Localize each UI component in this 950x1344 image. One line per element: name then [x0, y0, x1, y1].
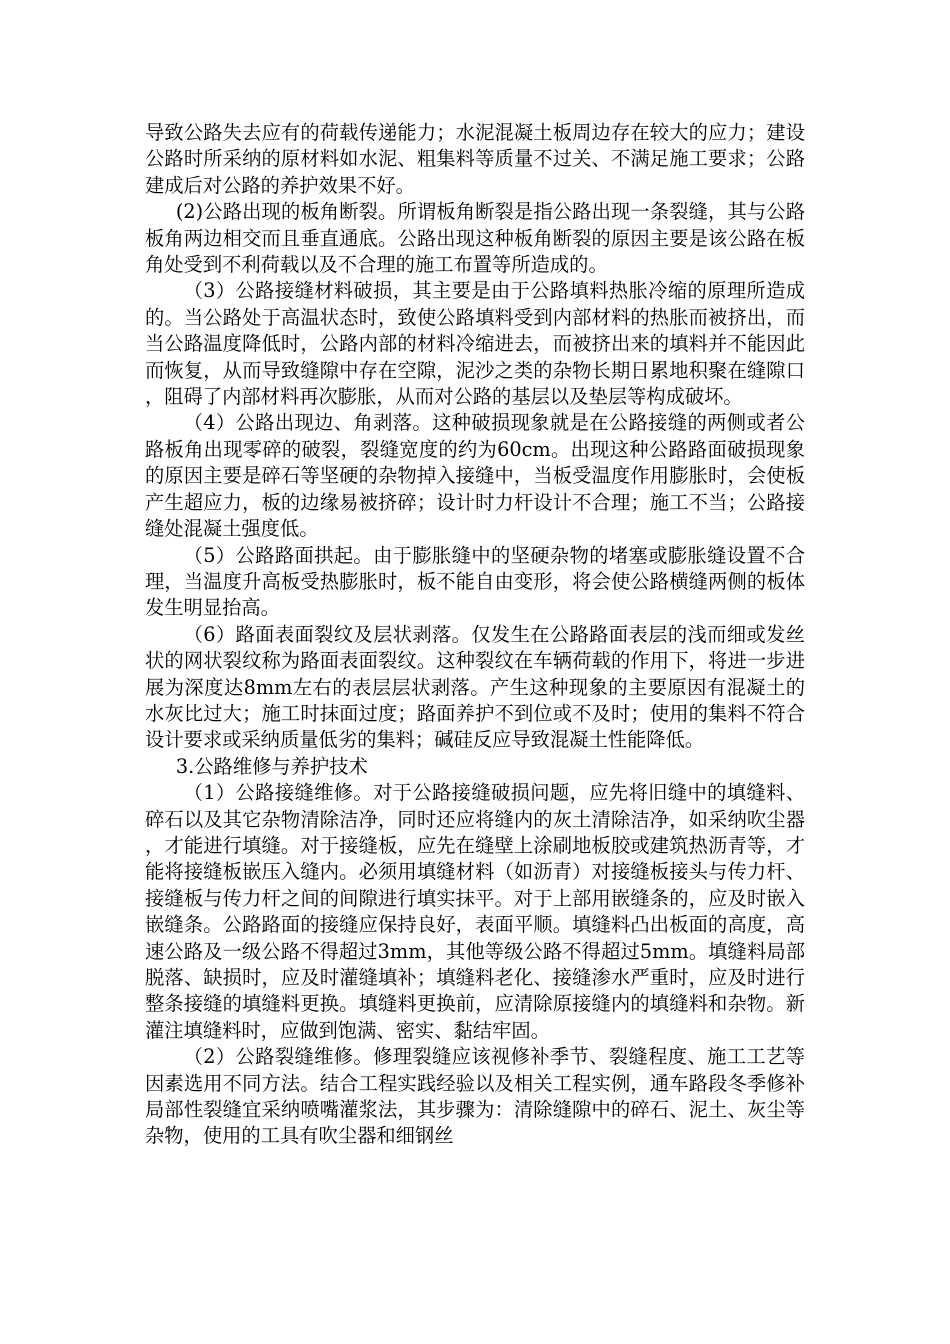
paragraph-joint-repair: （1）公路接缝维修。对于公路接缝破损问题，应先将旧缝中的填缝料、碎石以及其它杂物清除洁净，同时还应将缝内的灰土清除洁净，如采纳吹尘器，才能进行填缝。对于接缝板，应先在缝壁上涂刷地板胶或建筑热沥青等，才能将接缝板嵌压入缝内。必须用填缝材料（如沥青）对接缝板接头与传力杆、接缝板与传力杆之间的间隙进行填实抹平。对于上部用嵌缝条的，应及时嵌入嵌缝条。公路路面的接缝应保持良好，表面平顺。填缝料凸出板面的高度，高速公路及一级公路不得超过3mm，其他等级公路不得超过5mm。填缝料局部脱落、缺损时，应及时灌缝填补；填缝料老化、接缝渗水严重时，应及时进行整条接缝的填缝料更换。填缝料更换前，应清除原接缝内的填缝料和杂物。新灌注填缝料时，应做到饱满、密实、黏结牢固。	[145, 781, 805, 1042]
paragraph-2-corner-break: (2)公路出现的板角断裂。所谓板角断裂是指公路出现一条裂缝，其与公路板角两边相交而且垂直通底。公路出现这种板角断裂的原因主要是该公路在板角处受到不利荷载以及不合理的施工布置等所造成的。	[145, 200, 805, 277]
document-page	[145, 120, 805, 1150]
paragraph-5-pavement-blowup: （5）公路路面拱起。由于膨胀缝中的坚硬杂物的堵塞或膨胀缝设置不合理，当温度升高板受热膨胀时，板不能自由变形，将会使公路横缝两侧的板体发生明显抬高。	[145, 543, 805, 620]
paragraph-continuation: 导致公路失去应有的荷载传递能力；水泥混凝土板周边存在较大的应力；建设公路时所采纳的原材料如水泥、粗集料等质量不过关、不满足施工要求；公路建成后对公路的养护效果不好。	[145, 121, 805, 197]
paragraph-4-edge-spalling: （4）公路出现边、角剥落。这种破损现象就是在公路接缝的两侧或者公路板角出现零碎的破裂，裂缝宽度的约为60cm。出现这种公路路面破损现象的原因主要是碎石等坚硬的杂物掉入接缝中，当板受温度作用膨胀时，会使板产生超应力，板的边缘易被挤碎；设计时力杆设计不合理；施工不当；公路接缝处混凝土强度低。	[145, 411, 805, 541]
paragraph-3-joint-material: （3）公路接缝材料破损，其主要是由于公路填料热胀冷缩的原理所造成的。当公路处于高温状态时，致使公路填料受到内部材料的热胀而被挤出，而当公路温度降低时，公路内部的材料冷缩进去，而被挤出来的填料并不能因此而恢复，从而导致缝隙中存在空隙，泥沙之类的杂物长期日累地积聚在缝隙口，阻碍了内部材料再次膨胀，从而对公路的基层以及垫层等构成破坏。	[145, 279, 805, 409]
section-heading-maintenance: 3.公路维修与养护技术	[175, 754, 368, 778]
paragraph-6-surface-cracks: （6）路面表面裂纹及层状剥落。仅发生在公路路面表层的浅而细或发丝状的网状裂纹称为路面表面裂纹。这种裂纹在车辆荷载的作用下，将进一步进展为深度达8mm左右的表层层状剥落。产生这种现象的主要原因有混凝土的水灰比过大；施工时抹面过度；路面养护不到位或不及时；使用的集料不符合设计要求或采纳质量低劣的集料；碱硅反应导致混凝土性能降低。	[145, 622, 805, 752]
paragraph-crack-repair: （2）公路裂缝维修。修理裂缝应该视修补季节、裂缝程度、施工工艺等因素选用不同方法。结合工程实践经验以及相关工程实例，通车路段冬季修补局部性裂缝宜采纳喷嘴灌浆法，其步骤为：清除缝隙中的碎石、泥土、灰尘等杂物，使用的工具有吹尘器和细钢丝	[145, 1045, 805, 1148]
